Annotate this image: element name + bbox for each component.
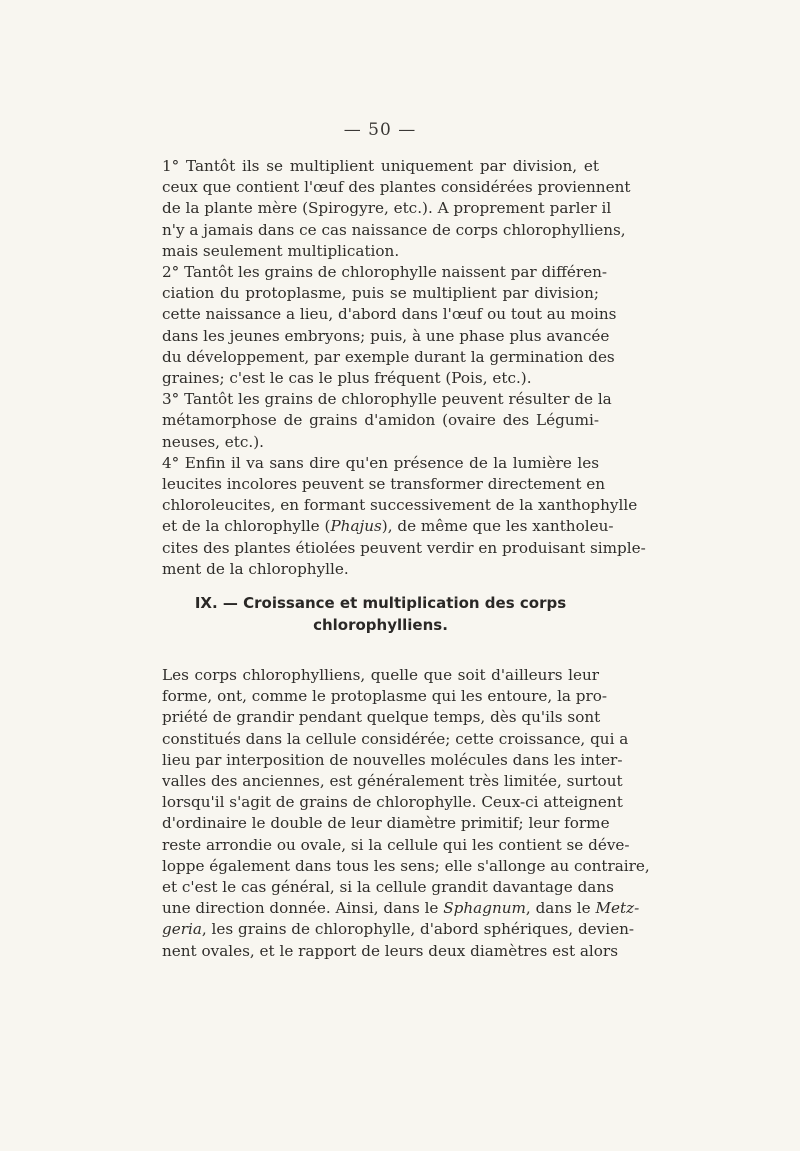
italic-genus-name: Sphagnum	[443, 899, 526, 918]
section-heading	[162, 592, 599, 636]
text-line: 2° Tantôt les grains de chlorophylle naissent par différen-	[162, 263, 608, 282]
text-line	[162, 898, 640, 919]
text-line: nent ovales, et le rapport de leurs deux diamètres est alors	[162, 941, 618, 960]
text-line: n'y a jamais dans ce cas naissance de corps chlorophylliens,	[162, 220, 626, 239]
text-line: loppe également dans tous les sens; elle s'allonge au contraire,	[162, 856, 650, 875]
text-line: métamorphose de grains d'amidon (ovaire des Légumi-	[162, 411, 599, 430]
text-line: neuses, etc.).	[162, 432, 264, 451]
text-line: du développement, par exemple durant la germination des	[162, 347, 615, 366]
text-fragment: une direction donnée. Ainsi, dans le	[162, 899, 444, 918]
text-line: graines; c'est le cas le plus fréquent (Pois, etc.).	[162, 369, 532, 388]
paragraph-4	[162, 453, 646, 580]
text-line: ment de la chlorophylle.	[162, 559, 349, 578]
italic-genus-name: geria	[162, 920, 202, 939]
text-line: cette naissance a lieu, d'abord dans l'œuf ou tout au moins	[162, 305, 617, 324]
heading-line: chlorophylliens.	[313, 616, 448, 634]
paragraph-3	[162, 389, 612, 453]
paragraph-5	[162, 665, 650, 962]
text-line: forme, ont, comme le protoplasme qui les entoure, la pro-	[162, 687, 608, 706]
page-number: — 50 —	[343, 120, 417, 140]
section-1-text	[162, 156, 646, 580]
text-line: de la plante mère (Spirogyre, etc.). A proprement parler il	[162, 199, 612, 218]
text-line: 1° Tantôt ils se multiplient uniquement par division, et	[162, 157, 599, 175]
text-line: chloroleucites, en formant successivement de la xanthophylle	[162, 496, 638, 515]
text-fragment: , dans le	[525, 899, 596, 918]
section-2-text	[162, 665, 650, 962]
heading-line: IX. — Croissance et multiplication des corps	[194, 594, 567, 612]
paragraph-2	[162, 262, 617, 389]
text-fragment: , les grains de chlorophylle, d'abord sphériques, devien-	[201, 920, 635, 939]
text-line: valles des anciennes, est généralement très limitée, surtout	[162, 772, 623, 791]
italic-species-name: Phajus	[330, 517, 382, 536]
text-line: ceux que contient l'œuf des plantes considérées proviennent	[162, 178, 631, 197]
text-line: leucites incolores peuvent se transformer directement en	[162, 475, 606, 494]
text-line	[162, 516, 614, 537]
paragraph-1	[162, 156, 631, 262]
text-line: reste arrondie ou ovale, si la cellule qui les contient se déve-	[162, 835, 630, 854]
text-line: 3° Tantôt les grains de chlorophylle peuvent résulter de la	[162, 390, 612, 409]
text-line	[162, 919, 635, 940]
text-line: priété de grandir pendant quelque temps, dès qu'ils sont	[162, 708, 601, 727]
text-line: d'ordinaire le double de leur diamètre primitif; leur forme	[162, 814, 610, 833]
text-line: et c'est le cas général, si la cellule grandit davantage dans	[162, 878, 614, 897]
text-line: mais seulement multiplication.	[162, 241, 400, 260]
text-line: cites des plantes étiolées peuvent verdir en produisant simple-	[162, 538, 646, 557]
text-fragment: ), de même que les xantholeu-	[381, 517, 614, 536]
italic-genus-name: Metz-	[595, 899, 640, 918]
text-line: constitués dans la cellule considérée; cette croissance, qui a	[162, 729, 629, 748]
text-line: Les corps chlorophylliens, quelle que soit d'ailleurs leur	[162, 666, 599, 684]
text-line: ciation du protoplasme, puis se multiplient par division;	[162, 284, 599, 303]
text-fragment: et de la chlorophylle (	[162, 517, 331, 536]
text-line: dans les jeunes embryons; puis, à une phase plus avancée	[162, 326, 610, 345]
text-line: lorsqu'il s'agit de grains de chlorophylle. Ceux-ci atteignent	[162, 793, 623, 812]
text-line: lieu par interposition de nouvelles molécules dans les inter-	[162, 750, 623, 769]
text-line: 4° Enfin il va sans dire qu'en présence de la lumière les	[162, 453, 599, 472]
